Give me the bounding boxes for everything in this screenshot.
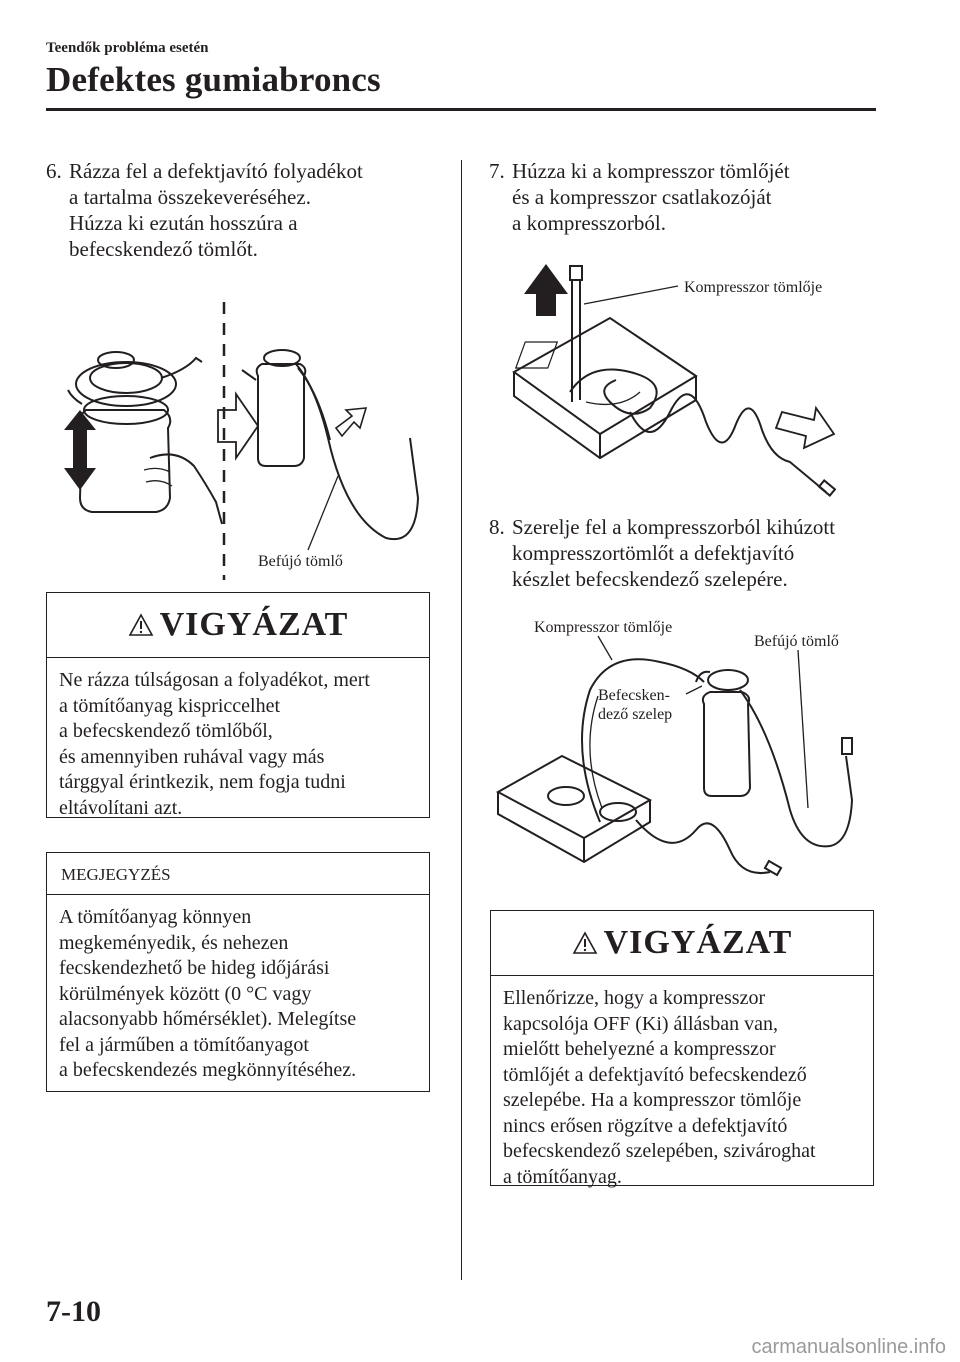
title-rule (46, 108, 876, 111)
step-8 (489, 514, 909, 604)
warning-triangle-icon (572, 931, 598, 955)
label-compressor-hose: Kompresszor tömlője (534, 619, 673, 636)
label-inflate-hose: Befújó tömlő (258, 553, 343, 570)
note-text: A tömítőanyag könnyen megkeményedik, és nehezen fecskendezhető be hideg időjárási körülmények között (0 °C vagy alacsonyabb hőmérséklet). Melegítse fel a járműben a tömítőanyagot a befecskendezés megkönnyítéséhez. (59, 906, 357, 1081)
label-injection-valve: Befecsken- dező szelep (598, 687, 673, 723)
caution-title: VIGYÁZAT (159, 606, 349, 643)
note-box (46, 852, 430, 1092)
label-inflate-hose: Befújó tömlő (754, 633, 839, 650)
caution-text: Ne rázza túlságosan a folyadékot, mert a tömítőanyag kispriccelhet a befecskendező tömlőből, és amennyiben ruhával vagy más tárggyal érintkezik, nem fogja tudni eltávolítani azt. (59, 669, 370, 819)
watermark: carmanualsonline.info (751, 1336, 946, 1358)
bottle-illustration (46, 298, 446, 588)
caution-header (491, 911, 873, 976)
column-divider (461, 160, 462, 1280)
figure-connect-valve (490, 610, 880, 895)
warning-triangle-icon (128, 613, 154, 637)
page-title: Defektes gumiabroncs (46, 60, 381, 99)
step-number: 6. (46, 159, 62, 183)
step-number: 7. (489, 159, 505, 183)
step-text: Szerelje fel a kompresszorból kihúzott kompresszortömlőt a defektjavító készlet befecskendező szelepére. (512, 515, 836, 591)
step-text: Rázza fel a defektjavító folyadékot a tartalma összekeveréséhez. Húzza ki ezután hosszúra a befecskendező tömlőt. (69, 159, 363, 261)
step-7 (489, 158, 889, 248)
caution-box-left (46, 592, 430, 818)
figure-compressor-hose (500, 252, 870, 502)
section-label: Teendők probléma esetén (46, 40, 209, 56)
label-compressor-hose: Kompresszor tömlője (684, 279, 823, 296)
caution-box-right (490, 910, 874, 1186)
step-text: Húzza ki a kompresszor tömlőjét és a kompresszor csatlakozóját a kompresszorból. (512, 159, 790, 235)
page-number: 7-10 (46, 1295, 101, 1328)
note-title: MEGJEGYZÉS (47, 853, 429, 895)
caution-title: VIGYÁZAT (603, 924, 793, 961)
step-number: 8. (489, 515, 505, 539)
figure-shake-bottle (46, 298, 446, 588)
step-6 (46, 158, 446, 268)
connection-illustration (490, 610, 880, 895)
caution-text: Ellenőrizze, hogy a kompresszor kapcsolója OFF (Ki) állásban van, mielőtt behelyezné a kompresszor tömlőjét a defektjavító befecskendező szelepébe. Ha a kompresszor tömlője nincs erősen rögzítve a defektjavító befecskendező szelepében, szivároghat a tömítőanyag. (503, 987, 816, 1188)
caution-header (47, 593, 429, 658)
